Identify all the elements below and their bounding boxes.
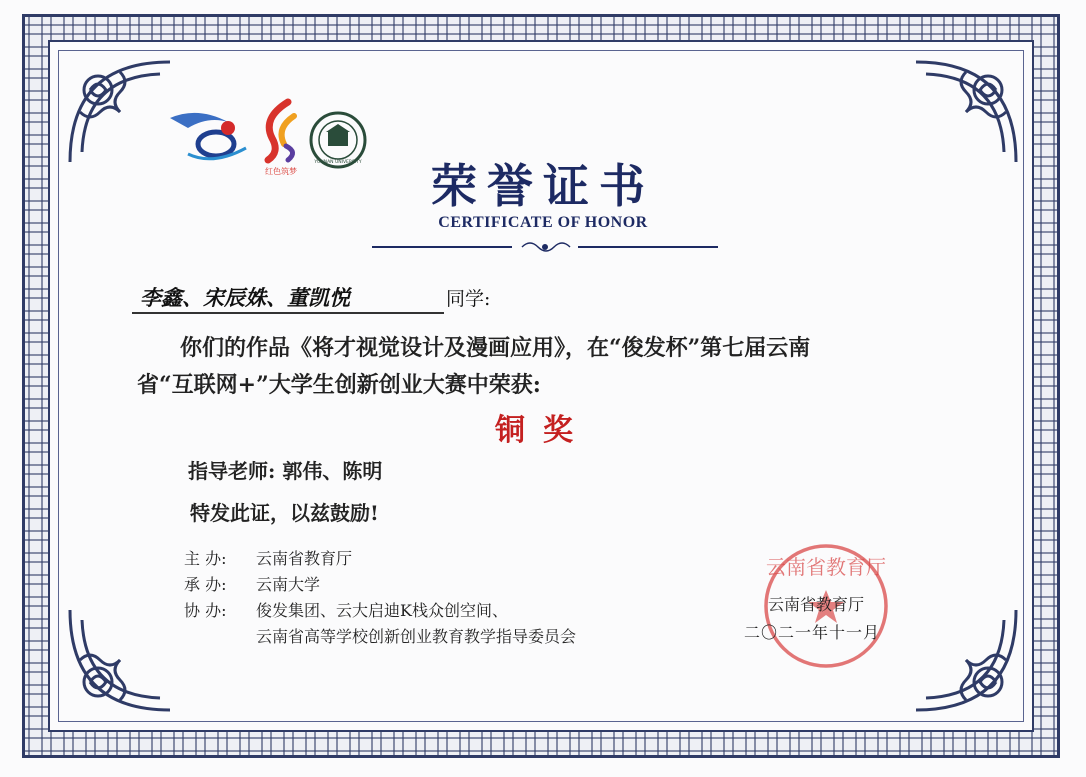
issue-date: 二〇二一年十一月: [744, 623, 881, 642]
award-title: 铜奖: [495, 413, 591, 448]
organizer-undertaker-label: 承 办:: [184, 575, 227, 594]
yunnan-university-emblem-text: YUNNAN UNIVERSITY: [314, 160, 362, 165]
recipient-underline: [132, 312, 444, 314]
seal-text: 云南省教育厅: [766, 555, 886, 579]
organizer-undertaker-value: 云南大学: [256, 575, 321, 594]
title-divider-ornament-icon: [372, 238, 718, 256]
body-line-2: 省“互联网+”大学生创新创业大赛中荣获:: [137, 372, 541, 398]
recipient-names: 李鑫、宋辰姝、董凯悦: [140, 285, 350, 310]
organizer-co-value-2: 云南省高等学校创新创业教育教学指导委员会: [256, 627, 577, 646]
certificate-title: 荣誉证书: [431, 159, 655, 213]
organizer-host-value: 云南省教育厅: [256, 549, 353, 568]
organizer-host-label: 主 办:: [184, 549, 227, 568]
issuer-name: 云南省教育厅: [768, 595, 865, 614]
red-tour-logo-text: 红色筑梦: [265, 167, 297, 176]
body-line-1: 你们的作品《将才视觉设计及漫画应用》，在“俊发杯”第七届云南: [180, 335, 811, 361]
encouragement-line: 特发此证，以兹鼓励!: [190, 501, 379, 525]
corner-ornament-icon: [60, 600, 180, 720]
recipient-suffix: 同学:: [446, 288, 491, 310]
corner-ornament-icon: [906, 600, 1026, 720]
organizer-co-label: 协 办:: [184, 601, 227, 620]
certificate-subtitle: CERTIFICATE OF HONOR: [438, 214, 648, 231]
advisor-line: 指导老师: 郭伟、陈明: [188, 459, 383, 483]
organizer-co-value: 俊发集团、云大启迪K栈众创空间、: [256, 601, 508, 620]
